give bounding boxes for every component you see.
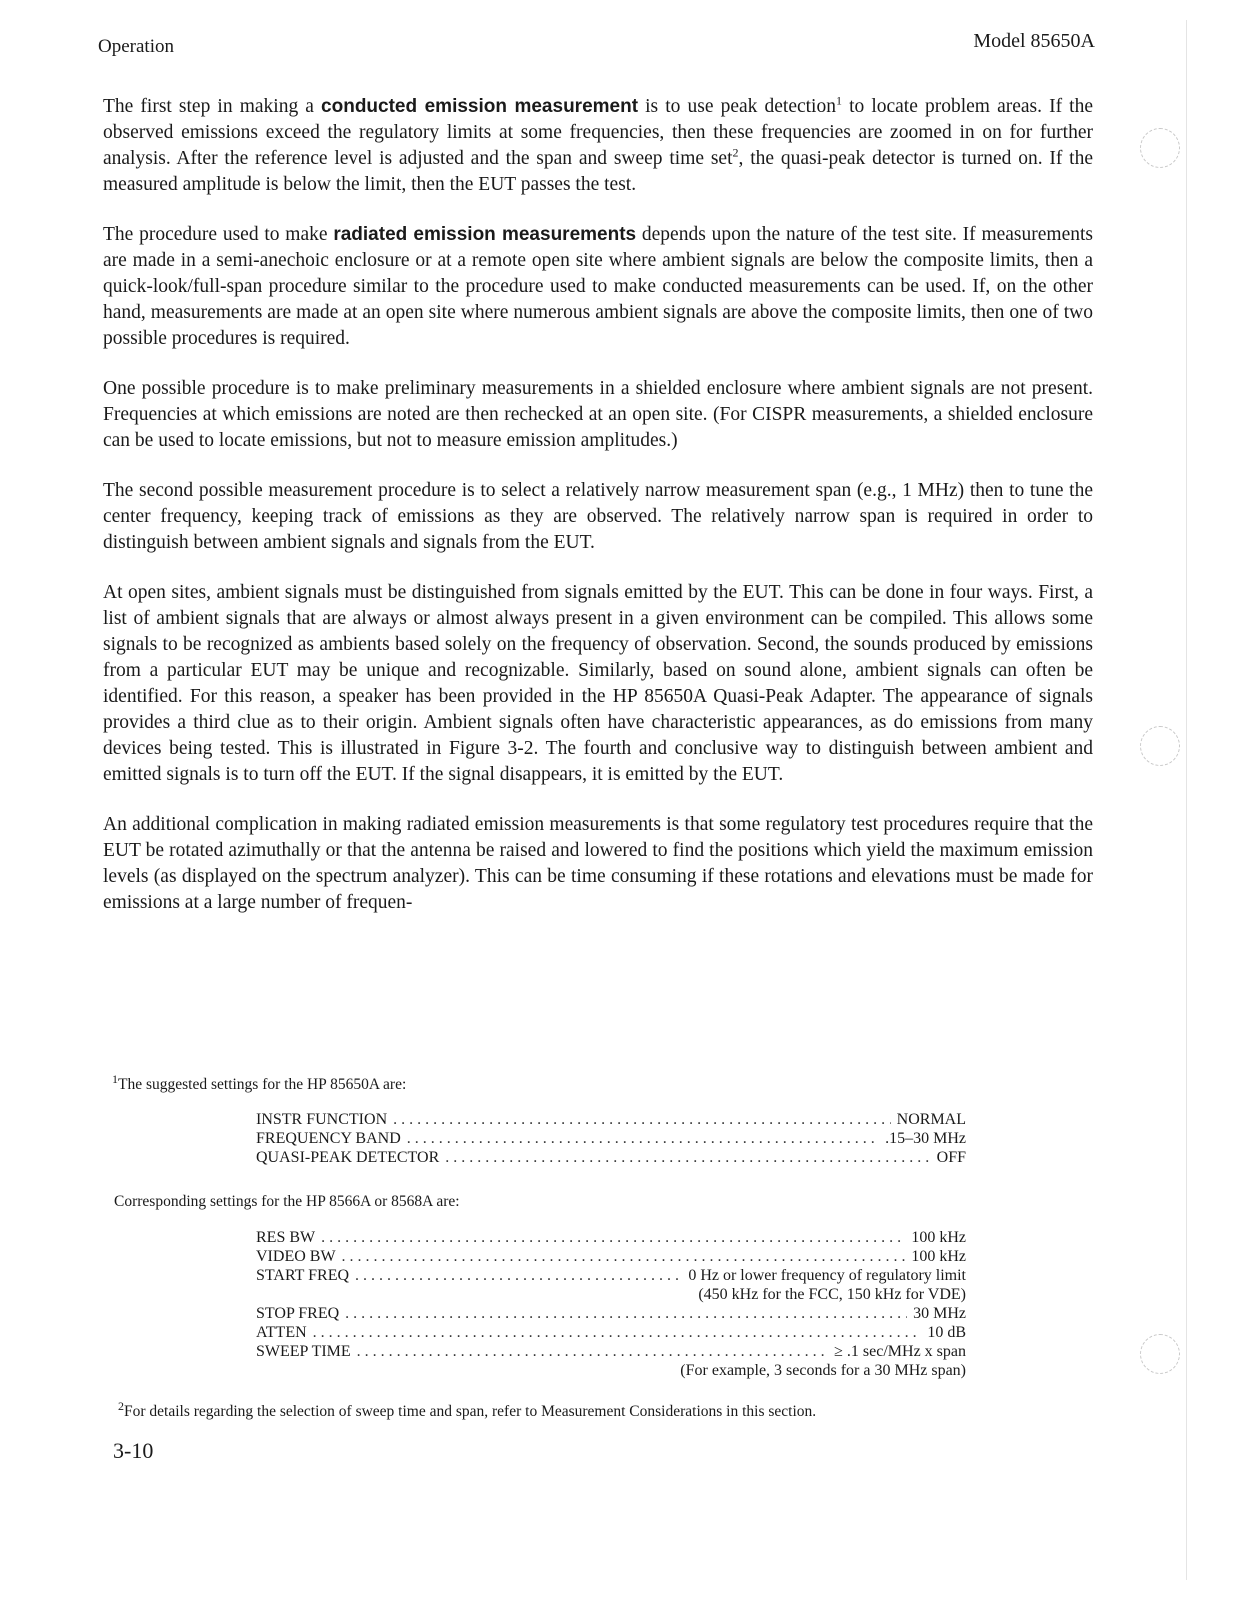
footnote-mark: 1 [112,1071,118,1086]
text-run: The procedure used to make [103,224,334,245]
section-header: Operation [98,36,174,57]
text-run: depends upon the nature of the test site. If measurements are made in a semi-anechoic enclosure or at a remote open site where ambient signals are below the composite limits, then a quick-look/full-span procedure similar to the procedure used to make conducted measurements can be used. If, on the other hand, measurements are made at an open site where numerous ambient signals are above the composite limits, then one of two possible procedures is required. [103,224,1093,349]
setting-label: START FREQ [256,1267,350,1284]
setting-row [256,1342,966,1361]
footnote-text: The suggested settings for the HP 85650A are: [118,1076,407,1093]
leader-dots [445,1148,930,1167]
text-run: , the quasi-peak detector is turned on. If the measured amplitude is below the limit, then the EUT passes the test. [103,148,1094,195]
leader-dots [407,1129,879,1148]
paragraph-radiated [103,222,1093,352]
setting-label: FREQUENCY BAND [256,1130,401,1147]
text-run: is to use peak detection [638,96,836,117]
setting-value: 30 MHz [913,1305,966,1322]
text-run: to locate problem areas. If the observed emissions exceed the regulatory limits at some frequencies, then these frequencies are zoomed in on for further analysis. After the reference level is adjusted and the span and sweep time set [103,96,1093,169]
footnote-1-intro2: Corresponding settings for the HP 8566A or 8568A are: [114,1193,460,1210]
paragraph-complication: An additional complication in making radiated emission measurements is that some regulatory test procedures require that the EUT be rotated azimuthally or that the antenna be raised and lowered to find the positions which yield the maximum emission levels (as displayed on the spectrum analyzer). This can be time consuming if these rotations and elevations must be made for emissions at a large number of frequen- [103,814,1093,913]
body-text [103,94,1093,940]
paragraph-open-sites: At open sites, ambient signals must be distinguished from signals emitted by the EUT. This can be done in four ways. First, a list of ambient signals that are always or almost always present in a given environment can be compiled. This allows some signals to be recognized as ambients based solely on the frequency of observation. Second, the sounds produced by emissions from a particular EUT may be unique and recognizable. Similarly, based on sound alone, ambient signals can often be identified. For this reason, a speaker has been provided in the HP 85650A Quasi-Peak Adapter. The appearance of signals provides a third clue as to their origin. Ambient signals often have characteristic appearances, as do emissions from many devices being tested. This is illustrated in Figure 3-2. The fourth and conclusive way to distinguish between ambient and emitted signals is to turn off the EUT. If the signal disappears, it is emitted by the EUT. [103,582,1093,785]
binder-hole-icon [1140,128,1180,168]
binder-hole-icon [1140,1334,1180,1374]
setting-row [256,1110,966,1129]
setting-continuation: (450 kHz for the FCC, 150 kHz for VDE) [698,1286,966,1303]
setting-row [256,1266,966,1285]
leader-dots [355,1266,682,1285]
setting-label: STOP FREQ [256,1305,340,1322]
footnote-2 [118,1398,817,1421]
term-conducted-emission: conducted emission measurement [321,96,639,117]
setting-value: 0 Hz or lower frequency of regulatory limit [688,1267,966,1284]
setting-row [256,1129,966,1148]
footnote-1-intro [112,1071,407,1094]
setting-value: .15–30 MHz [885,1130,966,1147]
leader-dots [321,1228,905,1247]
setting-label: ATTEN [256,1324,307,1341]
setting-value: 10 dB [927,1324,966,1341]
footnote-ref-2: 2 [732,145,739,160]
setting-row [256,1323,966,1342]
text-run: The first step in making a [103,96,322,117]
page-edge-line [1186,20,1187,1580]
setting-row [256,1247,966,1266]
setting-label: QUASI-PEAK DETECTOR [256,1149,440,1166]
page-number: 3-10 [113,1438,154,1463]
setting-value: NORMAL [896,1111,966,1128]
leader-dots [393,1110,891,1129]
term-radiated-emission: radiated emission measurements [333,224,637,245]
leader-dots [357,1342,828,1361]
settings-8566a [256,1228,966,1380]
paragraph-conducted [103,94,1093,198]
footnote-ref-1: 1 [835,93,842,108]
setting-row [256,1148,966,1167]
setting-label: INSTR FUNCTION [256,1111,388,1128]
model-header: Model 85650A [973,30,1095,52]
setting-value: ≥ .1 sec/MHz x span [834,1343,966,1360]
setting-row [256,1304,966,1323]
setting-value: 100 kHz [911,1248,966,1265]
setting-label: SWEEP TIME [256,1343,351,1360]
setting-continuation: (For example, 3 seconds for a 30 MHz span) [680,1362,966,1379]
setting-value: OFF [936,1149,966,1166]
leader-dots [342,1247,906,1266]
setting-value: 100 kHz [911,1229,966,1246]
leader-dots [313,1323,922,1342]
setting-label: RES BW [256,1229,316,1246]
leader-dots [345,1304,907,1323]
settings-85650a [256,1110,966,1167]
footnote-text: For details regarding the selection of sweep time and span, refer to Measurement Considerations in this section. [124,1403,817,1420]
paragraph-narrow-span: The second possible measurement procedure is to select a relatively narrow measurement span (e.g., 1 MHz) then to tune the center frequency, keeping track of emissions as they are observed. The relatively narrow span is required in order to distinguish between ambient signals and signals from the EUT. [103,480,1093,553]
setting-row [256,1228,966,1247]
paragraph-shielded: One possible procedure is to make preliminary measurements in a shielded enclosure where ambient signals are not present. Frequencies at which emissions are noted are then rechecked at an open site. (For CISPR measurements, a shielded enclosure can be used to locate emissions, but not to measure emission amplitudes.) [103,378,1093,451]
binder-hole-icon [1140,726,1180,766]
setting-label: VIDEO BW [256,1248,336,1265]
footnote-mark: 2 [118,1398,124,1413]
